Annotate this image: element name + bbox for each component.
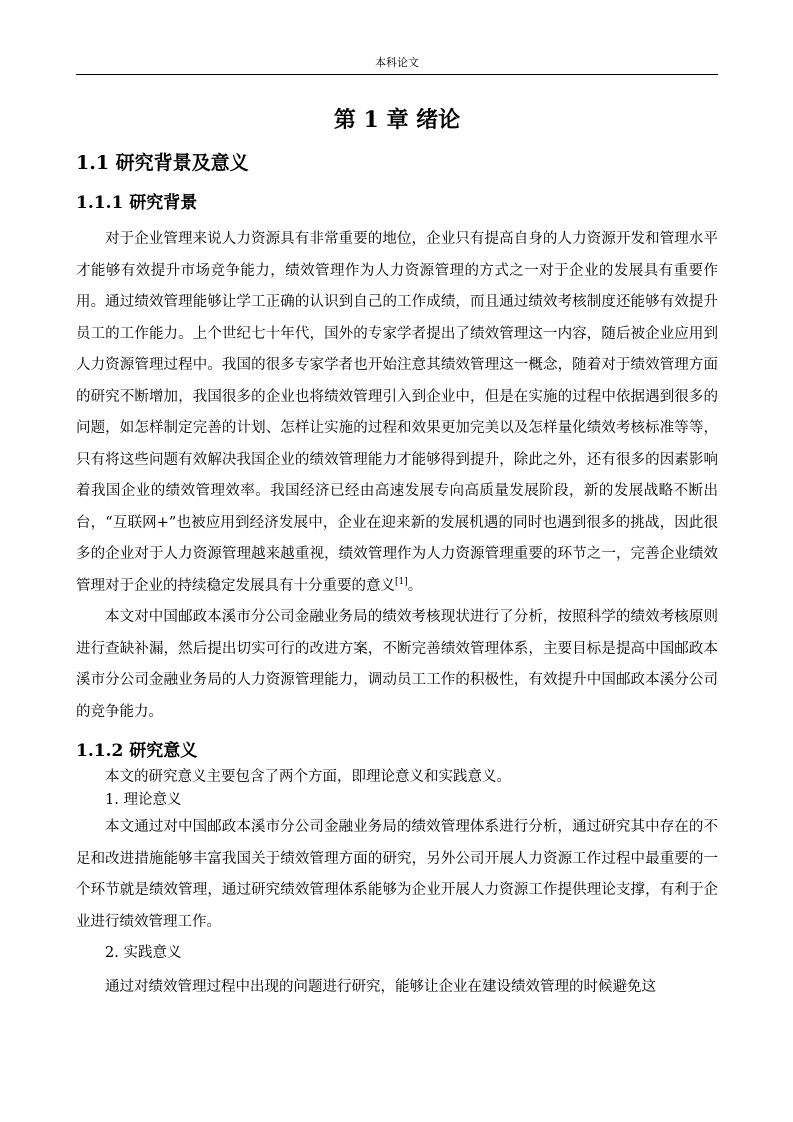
- paragraph-background-text: 对于企业管理来说人力资源具有非常重要的地位，企业只有提高自身的人力资源开发和管理水平才能够有效提升市场竞争能力，绩效管理作为人力资源管理的方式之一对于企业的发展具有重要作用。通过绩效管理能够让学工正确的认识到自己的工作成绩，而且通过绩效考核制度还能够有效提升员工的工作能力。上个世纪七十年代，国外的专家学者提出了绩效管理这一内容，随后被企业应用到人力资源管理过程中。我国的很多专家学者也开始注意其绩效管理这一概念，随着对于绩效管理方面的研究不断增加，我国很多的企业也将绩效管理引入到企业中，但是在实施的过程中依据遇到很多的问题，如怎样制定完善的计划、怎样让实施的过程和效果更加完美以及怎样量化绩效考核标准等等，只有将这些问题有效解决我国企业的绩效管理能力才能够得到提升，除此之外，还有很多的因素影响着我国企业的绩效管理效率。我国经济已经由高速发展专向高质量发展阶段，新的发展战略不断出台，“互联网+”也被应用到经济发展中，企业在迎来新的发展机遇的同时也遇到很多的挑战，因此很多的企业对于人力资源管理越来越重视，绩效管理作为人力资源管理重要的环节之一，完善企业绩效管理对于企业的持续稳定发展具有十分重要的意义: [76, 231, 718, 594]
- section-title: 1.1 研究背景及意义: [76, 152, 249, 174]
- citation-marker: [1]: [395, 576, 408, 587]
- chapter-title: 第 1 章 绪论: [333, 107, 461, 133]
- paragraph-background: [76, 224, 718, 602]
- paragraph-practice: 通过对绩效管理过程中出现的问题进行研究，能够让企业在建设绩效管理的时候避免这: [105, 978, 656, 995]
- subsection-title-significance: 1.1.2 研究意义: [76, 741, 198, 761]
- paragraph-significance-intro: 本文的研究意义主要包含了两个方面，即理论意义和实践意义。: [105, 769, 511, 785]
- paragraph-theory: 本文通过对中国邮政本溪市分公司金融业务局的绩效管理体系进行分析，通过研究其中存在的不足和改进措施能够丰富我国关于绩效管理方面的研究，另外公司开展人力资源工作过程中最重要的一个环节就是绩效管理，通过研究绩效管理体系能够为企业开展人力资源工作提供理论支撑，有利于企业进行绩效管理工作。: [76, 819, 718, 930]
- list-item-practice: 2. 实践意义: [105, 945, 182, 961]
- subsection-title-background: 1.1.1 研究背景: [76, 193, 198, 213]
- page-header: 本科论文: [375, 56, 419, 69]
- header-rule: [76, 74, 718, 75]
- paragraph-purpose: 本文对中国邮政本溪市分公司金融业务局的绩效考核现状进行了分析，按照科学的绩效考核原则进行查缺补漏，然后提出切实可行的改进方案，不断完善绩效管理体系，主要目标是提高中国邮政本溪市分公司金融业务局的人力资源管理能力，调动员工工作的积极性，有效提升中国邮政本溪分公司的竞争能力。: [76, 609, 718, 720]
- page-body: [76, 100, 718, 1003]
- list-item-theory: 1. 理论意义: [105, 792, 182, 808]
- paragraph-background-end: 。: [407, 577, 423, 594]
